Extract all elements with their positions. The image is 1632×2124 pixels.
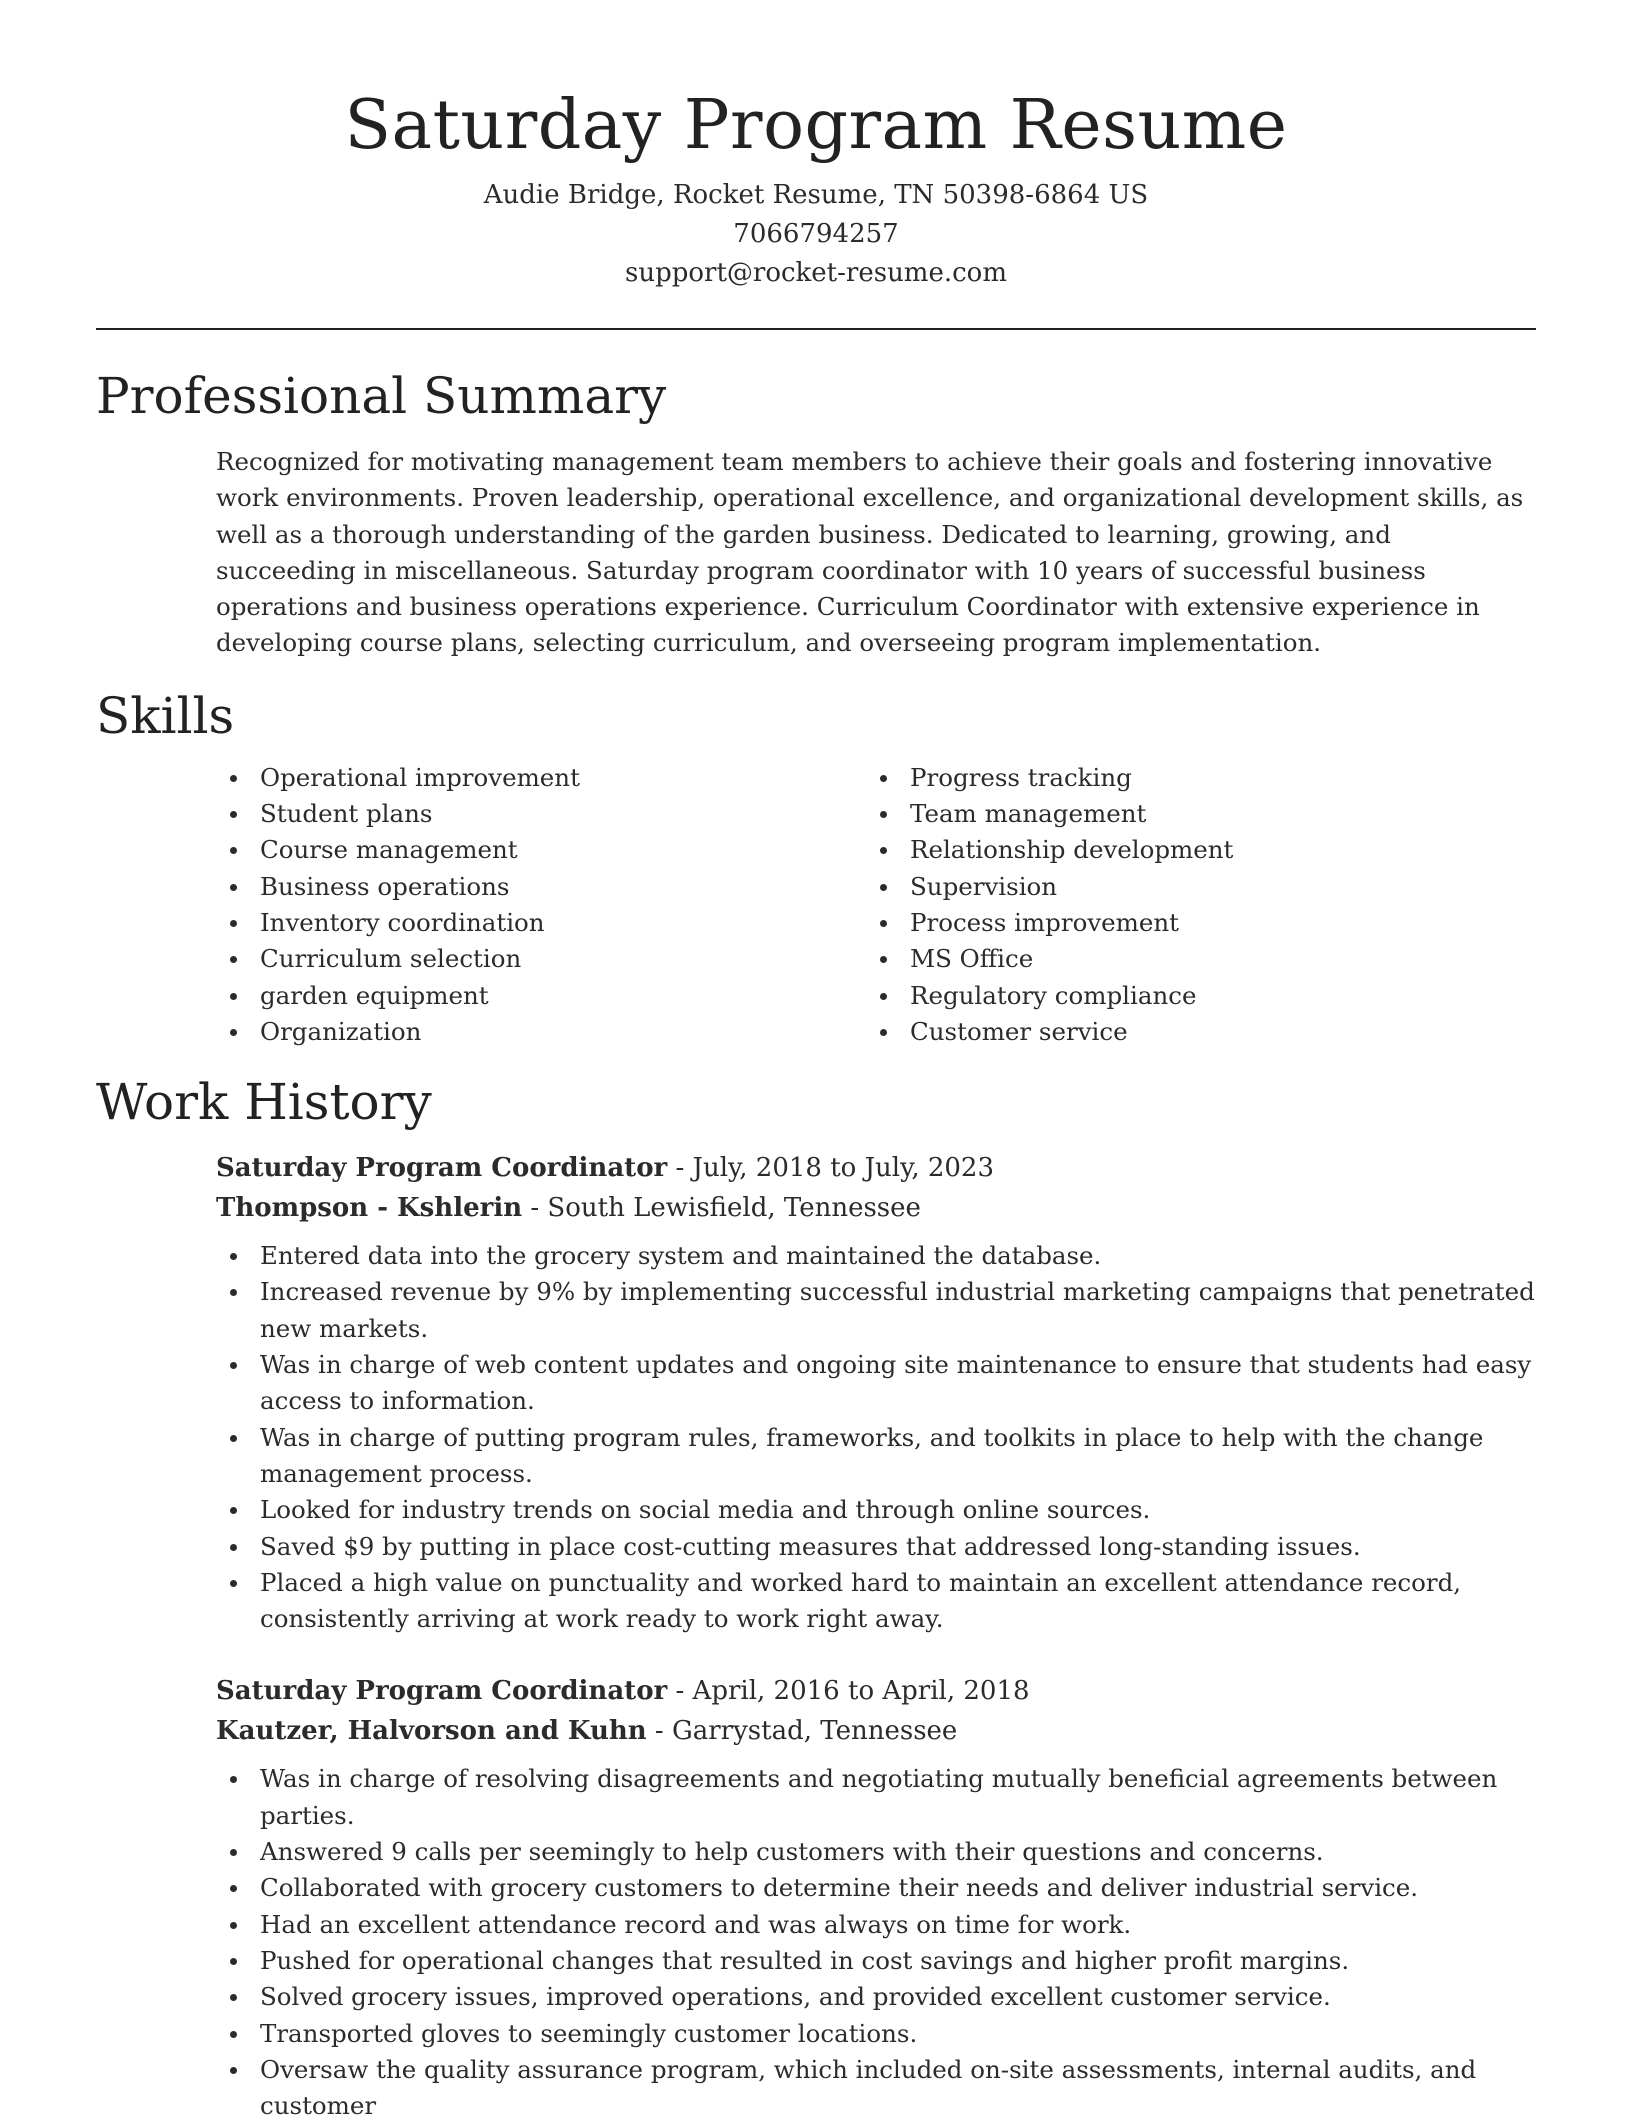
job-bullet: Transported gloves to seemingly customer locations. — [216, 2016, 1536, 2052]
job-bullet-list — [216, 1761, 1536, 2124]
resume-title: Saturday Program Resume — [344, 86, 1288, 165]
skills-list-left — [216, 760, 866, 1050]
resume-header — [96, 0, 1536, 293]
job-bullet: Pushed for operational changes that resulted in cost savings and higher profit margins. — [216, 1943, 1536, 1979]
work-history-section — [96, 1070, 1536, 2124]
summary-text: Recognized for motivating management team members to achieve their goals and fostering innovative work environments. Proven leadership, operational excellence, and organizational development skills, as well as a thorough understanding of the garden business. Dedicated to learning, growing, and succeeding in miscellaneous. Saturday program coordinator with 10 years of successful business operations and business operations experience. Curriculum Coordinator with extensive experience in developing course plans, selecting curriculum, and overseeing program implementation. — [216, 447, 1524, 658]
skill-item: Progress tracking — [866, 760, 1516, 796]
job-bullet: Increased revenue by 9% by implementing successful industrial marketing campaigns that penetrated new markets. — [216, 1274, 1536, 1347]
job-bullet: Placed a high value on punctuality and worked hard to maintain an excellent attendance record, consistently arriving at work ready to work right away. — [216, 1565, 1536, 1638]
summary-section — [96, 364, 1536, 662]
job-location: - Garrystad, Tennessee — [646, 1716, 958, 1747]
job-bullet: Was in charge of web content updates and ongoing site maintenance to ensure that students had easy access to information. — [216, 1347, 1536, 1420]
skill-item: Course management — [216, 832, 866, 868]
job-bullet: Saved $9 by putting in place cost-cutting measures that addressed long-standing issues. — [216, 1529, 1536, 1565]
skills-section — [96, 684, 1536, 1050]
contact-address: Audie Bridge, Rocket Resume, TN 50398-6864 US — [483, 180, 1149, 210]
contact-email: support@rocket-resume.com — [624, 258, 1007, 288]
skill-item: Customer service — [866, 1014, 1516, 1050]
job-company: Kautzer, Halvorson and Kuhn — [216, 1716, 647, 1747]
job-bullet: Collaborated with grocery customers to determine their needs and deliver industrial service. — [216, 1870, 1536, 1906]
job-bullet: Solved grocery issues, improved operations, and provided excellent customer service. — [216, 1979, 1536, 2015]
work-history-heading: Work History — [96, 1073, 432, 1132]
job-bullet: Entered data into the grocery system and maintained the database. — [216, 1238, 1536, 1274]
skills-grid — [216, 760, 1536, 1050]
job-entry — [216, 1148, 1536, 1637]
job-bullet: Was in charge of resolving disagreements and negotiating mutually beneficial agreements between parties. — [216, 1761, 1536, 1834]
skill-item: Regulatory compliance — [866, 978, 1516, 1014]
job-title-line — [216, 1671, 1536, 1711]
job-dates: - April, 2016 to April, 2018 — [667, 1676, 1030, 1707]
job-title-line — [216, 1148, 1536, 1188]
contact-phone: 7066794257 — [733, 219, 899, 249]
job-position: Saturday Program Coordinator — [216, 1153, 668, 1184]
skills-list-right — [866, 760, 1516, 1050]
skill-item: Supervision — [866, 869, 1516, 905]
job-bullet-list — [216, 1238, 1536, 1637]
skill-item: Inventory coordination — [216, 905, 866, 941]
skill-item: MS Office — [866, 941, 1516, 977]
contact-info — [96, 176, 1536, 293]
job-dates: - July, 2018 to July, 2023 — [667, 1153, 995, 1184]
job-bullet: Oversaw the quality assurance program, which included on-site assessments, internal audits, and customer — [216, 2052, 1536, 2124]
skill-item: Operational improvement — [216, 760, 866, 796]
job-entry — [216, 1671, 1536, 2124]
skill-item: Team management — [866, 796, 1516, 832]
skill-item: Business operations — [216, 869, 866, 905]
job-location: - South Lewisfield, Tennessee — [522, 1193, 921, 1224]
job-position: Saturday Program Coordinator — [216, 1676, 668, 1707]
header-divider — [96, 328, 1536, 330]
skills-heading: Skills — [96, 686, 235, 745]
resume-page — [96, 0, 1536, 2124]
skill-item: Curriculum selection — [216, 941, 866, 977]
skill-item: Student plans — [216, 796, 866, 832]
summary-heading: Professional Summary — [96, 367, 667, 425]
job-bullet: Had an excellent attendance record and was always on time for work. — [216, 1907, 1536, 1943]
skill-item: Organization — [216, 1014, 866, 1050]
job-company-line — [216, 1188, 1536, 1228]
job-bullet: Was in charge of putting program rules, frameworks, and toolkits in place to help with the change management process. — [216, 1420, 1536, 1493]
job-bullet: Looked for industry trends on social media and through online sources. — [216, 1492, 1536, 1528]
job-company-line — [216, 1711, 1536, 1751]
job-bullet: Answered 9 calls per seemingly to help customers with their questions and concerns. — [216, 1834, 1536, 1870]
skill-item: Process improvement — [866, 905, 1516, 941]
job-company: Thompson - Kshlerin — [216, 1193, 523, 1224]
skill-item: garden equipment — [216, 978, 866, 1014]
skill-item: Relationship development — [866, 832, 1516, 868]
